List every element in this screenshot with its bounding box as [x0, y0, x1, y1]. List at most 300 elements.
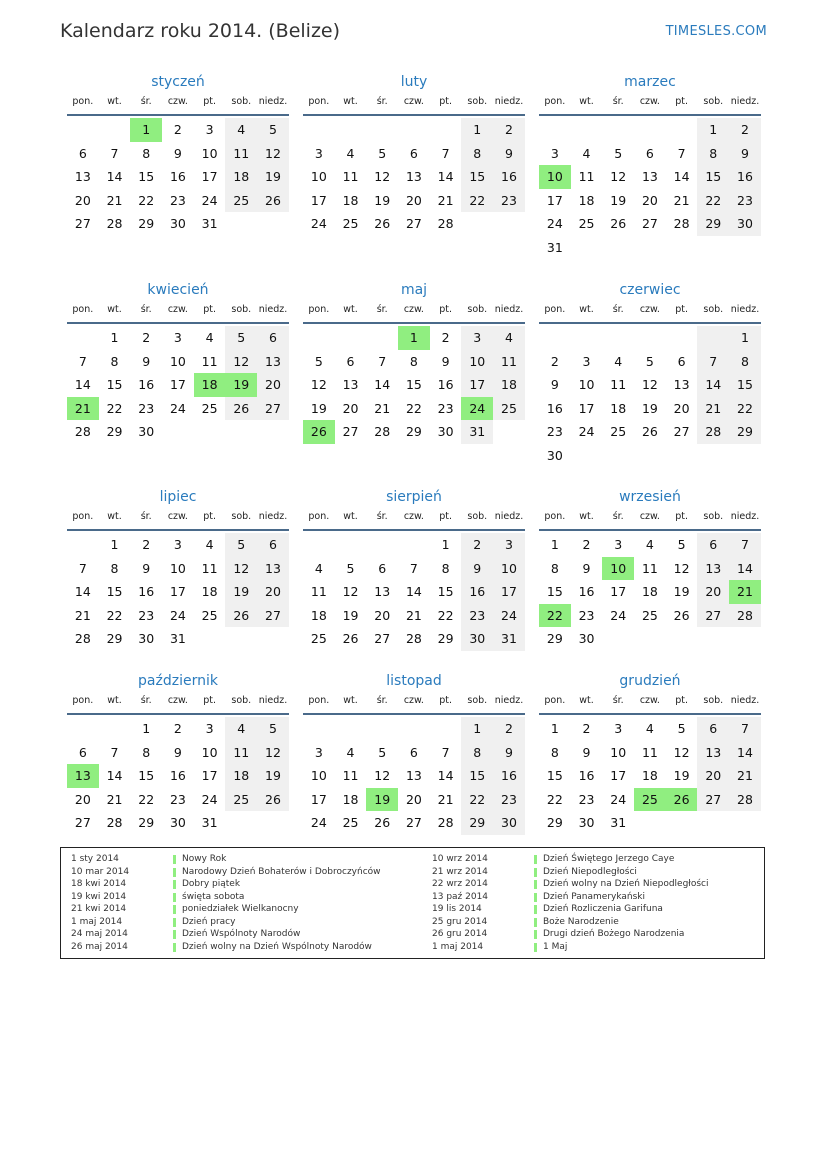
- day-cell: 8: [461, 741, 493, 765]
- weekday-label: czw.: [403, 96, 424, 107]
- week-row: [67, 627, 289, 651]
- weekday-label: czw.: [639, 695, 660, 706]
- empty-cell: [602, 444, 634, 468]
- weekday-label: pon.: [308, 511, 330, 522]
- day-cell: 16: [546, 400, 563, 416]
- day-cell: 3: [582, 353, 591, 369]
- weekday-label: pon.: [544, 511, 566, 522]
- month-name: lipiec: [159, 489, 197, 505]
- day-cell: 23: [138, 607, 155, 623]
- day-cell: 17: [310, 791, 327, 807]
- day-cell: 3: [493, 533, 525, 557]
- day-cell: 27: [374, 631, 391, 646]
- empty-cell: [225, 212, 257, 236]
- empty-cell: [697, 236, 729, 260]
- day-cell: 24: [169, 400, 186, 416]
- day-cell: 14: [729, 741, 761, 765]
- empty-cell: [666, 627, 698, 651]
- day-cell: 9: [441, 353, 450, 369]
- day-cell: 6: [78, 145, 87, 161]
- day-cell: 2: [550, 353, 559, 369]
- weekday-label: niedz.: [730, 96, 760, 107]
- week-row: [303, 420, 525, 444]
- month-block: [539, 669, 761, 835]
- empty-cell: [729, 627, 761, 651]
- day-cell: 25: [201, 400, 218, 416]
- holiday-name: Dzień wolny na Dzień Niepodległości: [543, 879, 709, 889]
- day-cell: 23: [578, 607, 595, 623]
- day-cell: 15: [106, 377, 123, 392]
- day-cell: 26: [610, 216, 627, 231]
- holiday-marker: [173, 893, 176, 902]
- day-cell: 15: [461, 764, 493, 788]
- day-cell: 26: [641, 424, 658, 439]
- week-row: [539, 397, 761, 421]
- day-cell: 7: [441, 744, 450, 760]
- weekday-label: niedz.: [494, 96, 524, 107]
- week-row: [539, 236, 761, 260]
- day-cell: 7: [729, 533, 761, 557]
- holiday-name: Dzień Wspólnoty Narodów: [182, 929, 301, 939]
- weekday-label: wt.: [107, 511, 122, 522]
- day-cell: 11: [201, 560, 218, 576]
- month-name: wrzesień: [619, 489, 681, 505]
- day-cell: 4: [225, 118, 257, 142]
- weekday-label: pon.: [72, 695, 94, 706]
- week-row: [67, 557, 289, 581]
- day-cell: 20: [257, 580, 289, 604]
- week-row: [539, 580, 761, 604]
- empty-cell: [634, 326, 666, 350]
- day-cell: 24: [461, 397, 493, 421]
- empty-cell: [666, 444, 698, 468]
- day-cell: 11: [201, 353, 218, 369]
- empty-cell: [257, 420, 289, 444]
- day-cell: 5: [257, 717, 289, 741]
- weekday-header: [539, 693, 761, 715]
- day-cell: 12: [310, 377, 327, 392]
- month-block: [303, 278, 525, 444]
- holiday-date: 24 maj 2014: [71, 929, 128, 939]
- day-cell: 12: [673, 744, 690, 760]
- day-cell: 29: [106, 631, 123, 646]
- day-cell: 6: [409, 744, 418, 760]
- month-name: listopad: [386, 673, 442, 689]
- day-cell: 23: [461, 604, 493, 628]
- day-cell: 10: [610, 744, 627, 760]
- day-cell: 20: [405, 192, 422, 208]
- day-cell: 17: [610, 768, 627, 783]
- day-cell: 18: [310, 607, 327, 623]
- day-cell: 3: [205, 721, 214, 736]
- day-cell: 23: [578, 791, 595, 807]
- holiday-name: Dzień Niepodległości: [543, 866, 637, 877]
- legend-row: [432, 878, 709, 891]
- empty-cell: [571, 236, 603, 260]
- day-cell: 8: [142, 145, 151, 161]
- day-cell: 27: [257, 397, 289, 421]
- day-cell: 27: [641, 216, 658, 231]
- day-cell: 22: [546, 791, 563, 807]
- day-cell: 24: [169, 607, 186, 623]
- day-cell: 7: [677, 145, 686, 161]
- weekday-label: śr.: [376, 511, 388, 522]
- day-cell: 19: [225, 373, 257, 397]
- day-cell: 17: [169, 377, 186, 392]
- week-row: [539, 189, 761, 213]
- day-cell: 22: [539, 604, 571, 628]
- day-cell: 19: [374, 192, 391, 208]
- day-cell: 11: [493, 350, 525, 374]
- weekday-label: niedz.: [730, 304, 760, 315]
- empty-cell: [729, 811, 761, 835]
- day-cell: 7: [110, 145, 119, 161]
- day-cell: 24: [201, 192, 218, 208]
- weekday-label: sob.: [231, 304, 252, 315]
- day-cell: 3: [205, 122, 214, 137]
- legend-row: [432, 891, 646, 904]
- weekday-label: sob.: [467, 511, 488, 522]
- day-cell: 14: [106, 768, 123, 783]
- legend-row: [71, 903, 299, 916]
- day-cell: 26: [257, 788, 289, 812]
- day-cell: 20: [641, 192, 658, 208]
- empty-cell: [666, 118, 698, 142]
- weekday-label: czw.: [403, 695, 424, 706]
- day-cell: 25: [610, 424, 627, 439]
- weekday-label: sob.: [703, 96, 724, 107]
- day-cell: 22: [405, 400, 422, 416]
- empty-cell: [461, 212, 493, 236]
- day-cell: 1: [130, 118, 162, 142]
- day-cell: 7: [697, 350, 729, 374]
- week-row: [303, 741, 525, 765]
- day-cell: 22: [138, 791, 155, 807]
- empty-cell: [194, 420, 226, 444]
- day-cell: 29: [546, 631, 563, 646]
- day-cell: 19: [310, 400, 327, 416]
- week-row: [303, 118, 525, 142]
- day-cell: 1: [550, 721, 559, 736]
- day-cell: 16: [169, 169, 186, 184]
- week-row: [539, 741, 761, 765]
- day-cell: 3: [461, 326, 493, 350]
- month-block: [67, 669, 289, 835]
- holiday-marker: [534, 893, 537, 902]
- day-cell: 16: [138, 584, 155, 599]
- day-cell: 12: [673, 560, 690, 576]
- empty-cell: [366, 118, 398, 142]
- day-cell: 15: [138, 169, 155, 184]
- day-cell: 8: [409, 353, 418, 369]
- empty-cell: [67, 533, 99, 557]
- day-cell: 20: [673, 400, 690, 416]
- day-cell: 31: [546, 239, 563, 255]
- day-cell: 9: [461, 557, 493, 581]
- week-row: [303, 627, 525, 651]
- day-cell: 14: [374, 377, 391, 392]
- day-cell: 13: [374, 584, 391, 599]
- day-cell: 31: [201, 216, 218, 231]
- weekday-label: pon.: [544, 695, 566, 706]
- empty-cell: [225, 627, 257, 651]
- week-row: [539, 373, 761, 397]
- empty-cell: [697, 811, 729, 835]
- day-cell: 22: [461, 788, 493, 812]
- day-cell: 26: [257, 189, 289, 213]
- day-cell: 16: [493, 764, 525, 788]
- day-cell: 12: [374, 169, 391, 184]
- week-row: [539, 717, 761, 741]
- weekday-label: sob.: [467, 695, 488, 706]
- week-row: [67, 533, 289, 557]
- legend-row: [432, 903, 663, 916]
- week-row: [539, 444, 761, 468]
- weekday-label: pt.: [203, 96, 216, 107]
- week-row: [539, 788, 761, 812]
- week-row: [67, 326, 289, 350]
- day-cell: 3: [314, 744, 323, 760]
- day-cell: 27: [74, 815, 91, 830]
- day-cell: 17: [493, 580, 525, 604]
- day-cell: 11: [342, 169, 359, 184]
- day-cell: 13: [342, 377, 359, 392]
- brand-link[interactable]: TIMESLES.COM: [665, 24, 767, 39]
- month-name: maj: [400, 282, 428, 298]
- week-row: [303, 212, 525, 236]
- day-cell: 9: [142, 560, 151, 576]
- day-cell: 4: [645, 721, 654, 736]
- month-block: [67, 485, 289, 651]
- day-cell: 25: [342, 815, 359, 830]
- empty-cell: [257, 811, 289, 835]
- day-cell: 21: [374, 400, 391, 416]
- empty-cell: [697, 627, 729, 651]
- day-cell: 5: [378, 744, 387, 760]
- day-cell: 6: [257, 326, 289, 350]
- weekday-label: czw.: [167, 511, 188, 522]
- day-cell: 29: [106, 424, 123, 439]
- holiday-marker: [534, 918, 537, 927]
- holiday-marker: [534, 868, 537, 877]
- weekday-label: niedz.: [494, 695, 524, 706]
- holiday-name: poniedziałek Wielkanocny: [182, 904, 299, 914]
- day-cell: 4: [205, 537, 214, 552]
- day-cell: 8: [697, 142, 729, 166]
- week-row: [67, 189, 289, 213]
- weekday-label: pon.: [544, 304, 566, 315]
- week-row: [539, 557, 761, 581]
- weekday-label: pt.: [675, 304, 688, 315]
- month-name: październik: [138, 673, 218, 689]
- weekday-label: śr.: [612, 695, 624, 706]
- month-name: marzec: [624, 74, 676, 90]
- day-cell: 9: [493, 741, 525, 765]
- day-cell: 6: [697, 717, 729, 741]
- day-cell: 10: [169, 560, 186, 576]
- day-cell: 28: [697, 420, 729, 444]
- week-row: [303, 142, 525, 166]
- weekday-label: śr.: [376, 304, 388, 315]
- day-cell: 5: [378, 145, 387, 161]
- day-cell: 13: [641, 169, 658, 184]
- day-cell: 27: [405, 815, 422, 830]
- day-cell: 2: [729, 118, 761, 142]
- day-cell: 6: [697, 533, 729, 557]
- week-row: [539, 764, 761, 788]
- day-cell: 12: [374, 768, 391, 783]
- day-cell: 21: [67, 397, 99, 421]
- weekday-label: śr.: [376, 695, 388, 706]
- day-cell: 2: [173, 122, 182, 137]
- holiday-name: Dobry piątek: [182, 879, 241, 889]
- day-cell: 4: [225, 717, 257, 741]
- empty-cell: [303, 533, 335, 557]
- day-cell: 9: [550, 377, 559, 392]
- day-cell: 25: [493, 397, 525, 421]
- holiday-name: Dzień Rozliczenia Garifuna: [543, 904, 663, 914]
- day-cell: 31: [493, 627, 525, 651]
- day-cell: 6: [346, 353, 355, 369]
- day-cell: 28: [74, 424, 91, 439]
- day-cell: 31: [169, 631, 186, 646]
- empty-cell: [366, 533, 398, 557]
- day-cell: 31: [201, 815, 218, 830]
- month-name: czerwiec: [619, 282, 681, 298]
- day-cell: 28: [74, 631, 91, 646]
- day-cell: 8: [461, 142, 493, 166]
- day-cell: 6: [257, 533, 289, 557]
- day-cell: 2: [582, 537, 591, 552]
- week-row: [303, 580, 525, 604]
- day-cell: 3: [614, 537, 623, 552]
- day-cell: 17: [578, 400, 595, 416]
- month-name: kwiecień: [147, 282, 209, 298]
- day-cell: 17: [546, 192, 563, 208]
- empty-cell: [257, 212, 289, 236]
- day-cell: 5: [314, 353, 323, 369]
- weekday-header: [67, 302, 289, 324]
- legend-row: [432, 916, 619, 929]
- holiday-name: Dzień wolny na Dzień Wspólnoty Narodów: [182, 941, 372, 952]
- week-row: [67, 420, 289, 444]
- day-cell: 28: [106, 815, 123, 830]
- holiday-date: 10 wrz 2014: [432, 854, 488, 864]
- day-cell: 7: [78, 353, 87, 369]
- day-cell: 12: [225, 557, 257, 581]
- empty-cell: [634, 627, 666, 651]
- day-cell: 9: [493, 142, 525, 166]
- legend-row: [71, 928, 301, 941]
- day-cell: 5: [225, 533, 257, 557]
- day-cell: 4: [314, 560, 323, 576]
- day-cell: 14: [437, 169, 454, 184]
- day-cell: 10: [602, 557, 634, 581]
- day-cell: 19: [673, 584, 690, 599]
- empty-cell: [225, 811, 257, 835]
- day-cell: 30: [578, 815, 595, 830]
- day-cell: 11: [641, 744, 658, 760]
- empty-cell: [539, 326, 571, 350]
- holiday-date: 26 maj 2014: [71, 941, 128, 952]
- empty-cell: [493, 420, 525, 444]
- week-row: [539, 350, 761, 374]
- month-block: [539, 485, 761, 651]
- empty-cell: [398, 118, 430, 142]
- weekday-label: pon.: [308, 695, 330, 706]
- holiday-date: 26 gru 2014: [432, 929, 488, 939]
- day-cell: 10: [493, 557, 525, 581]
- day-cell: 4: [582, 145, 591, 161]
- day-cell: 4: [493, 326, 525, 350]
- day-cell: 22: [729, 397, 761, 421]
- day-cell: 14: [106, 169, 123, 184]
- weekday-label: wt.: [579, 511, 594, 522]
- empty-cell: [539, 118, 571, 142]
- day-cell: 27: [697, 788, 729, 812]
- holiday-date: 18 kwi 2014: [71, 879, 127, 889]
- day-cell: 8: [550, 560, 559, 576]
- day-cell: 5: [677, 537, 686, 552]
- weekday-label: czw.: [403, 511, 424, 522]
- weekday-label: pon.: [72, 96, 94, 107]
- weekday-header: [303, 693, 525, 715]
- holiday-date: 25 gru 2014: [432, 916, 488, 927]
- empty-cell: [571, 326, 603, 350]
- day-cell: 22: [138, 192, 155, 208]
- month-name: styczeń: [151, 74, 205, 90]
- day-cell: 6: [78, 744, 87, 760]
- day-cell: 26: [342, 631, 359, 646]
- day-cell: 25: [225, 189, 257, 213]
- day-cell: 7: [78, 560, 87, 576]
- day-cell: 20: [697, 580, 729, 604]
- day-cell: 4: [346, 145, 355, 161]
- weekday-label: sob.: [231, 695, 252, 706]
- weekday-label: sob.: [703, 511, 724, 522]
- holiday-name: Dzień pracy: [182, 916, 236, 927]
- day-cell: 14: [405, 584, 422, 599]
- empty-cell: [697, 444, 729, 468]
- day-cell: 9: [173, 744, 182, 760]
- day-cell: 8: [441, 560, 450, 576]
- holiday-marker: [173, 880, 176, 889]
- day-cell: 20: [257, 373, 289, 397]
- empty-cell: [430, 118, 462, 142]
- holiday-marker: [534, 930, 537, 939]
- day-cell: 18: [225, 165, 257, 189]
- day-cell: 20: [74, 791, 91, 807]
- week-row: [67, 811, 289, 835]
- weekday-header: [67, 94, 289, 116]
- holiday-date: 10 mar 2014: [71, 866, 130, 877]
- empty-cell: [634, 444, 666, 468]
- day-cell: 17: [461, 373, 493, 397]
- day-cell: 23: [437, 400, 454, 416]
- day-cell: 6: [378, 560, 387, 576]
- empty-cell: [634, 811, 666, 835]
- weekday-label: czw.: [639, 511, 660, 522]
- day-cell: 28: [106, 216, 123, 231]
- week-row: [539, 811, 761, 835]
- empty-cell: [303, 118, 335, 142]
- day-cell: 9: [142, 353, 151, 369]
- week-row: [67, 373, 289, 397]
- day-cell: 9: [582, 560, 591, 576]
- day-cell: 16: [138, 377, 155, 392]
- day-cell: 11: [342, 768, 359, 783]
- weekday-label: niedz.: [258, 695, 288, 706]
